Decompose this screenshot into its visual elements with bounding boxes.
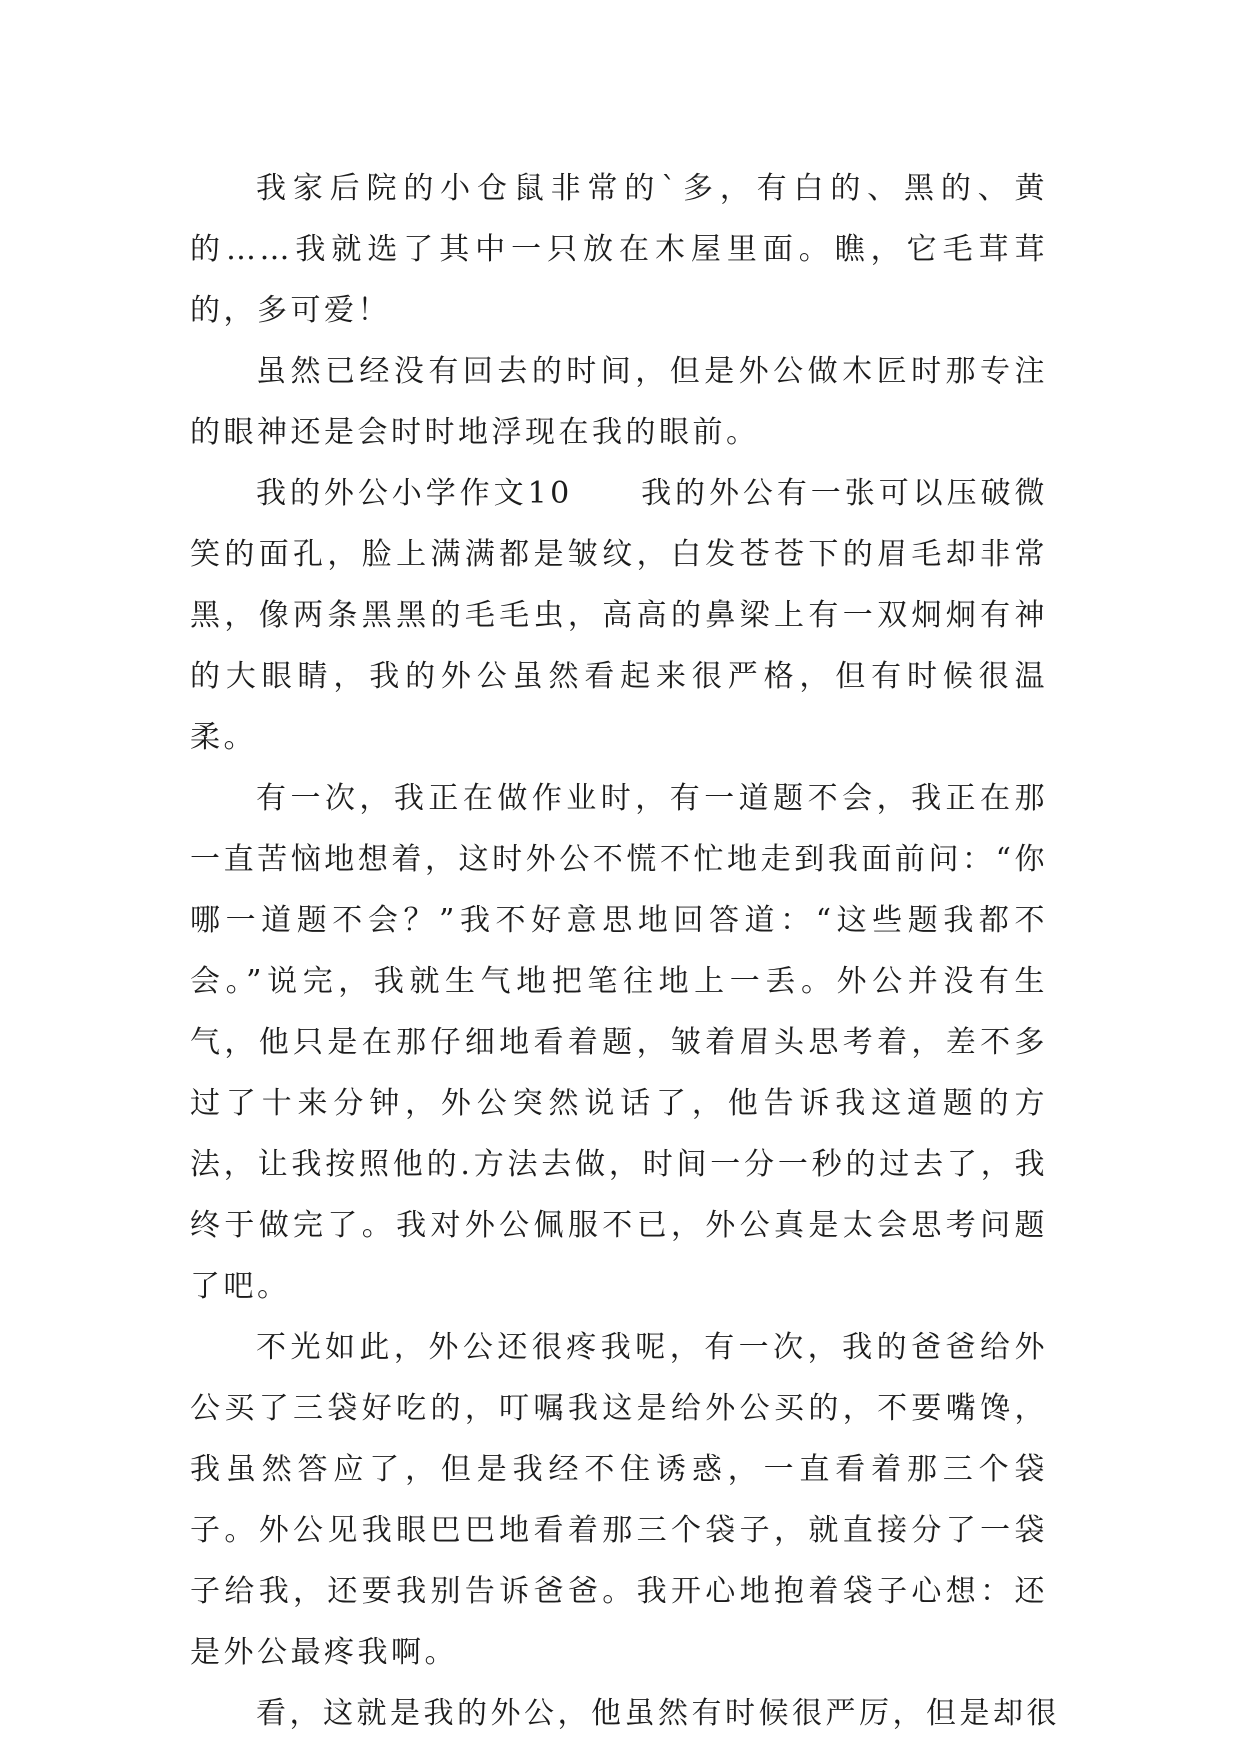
paragraph-grandpa-description: 我的外公小学作文10 我的外公有一张可以压破微笑的面孔，脸上满满都是皱纹，白发苍苍下的眉毛却非常黑，像两条黑黑的毛毛虫，高高的鼻梁上有一双炯炯有神的大眼睛，我的外公虽然看起来很严格，但有时候很温柔。 bbox=[190, 476, 1048, 755]
paragraph-conclusion: 看，这就是我的外公，他虽然有时候很严厉，但是却很 bbox=[256, 1696, 1060, 1731]
paragraph-snacks-story: 不光如此，外公还很疼我呢，有一次，我的爸爸给外公买了三袋好吃的，叮嘱我这是给外公买的，不要嘴馋，我虽然答应了，但是我经不住诱惑，一直看着那三个袋子。外公见我眼巴巴地看着那三个袋子，就直接分了一袋子给我，还要我别告诉爸爸。我开心地抱着袋子心想：还是外公最疼我啊。 bbox=[190, 1330, 1048, 1670]
document-body bbox=[190, 158, 1060, 1744]
paragraph-homework-story: 有一次，我正在做作业时，有一道题不会，我正在那一直苦恼地想着，这时外公不慌不忙地走到我面前问：“你哪一道题不会？”我不好意思地回答道：“这些题我都不会。”说完，我就生气地把笔往地上一丢。外公并没有生气，他只是在那仔细地看着题，皱着眉头思考着，差不多过了十来分钟，外公突然说话了，他告诉我这道题的方法，让我按照他的.方法去做，时间一分一秒的过去了，我终于做完了。我对外公佩服不已，外公真是太会思考问题了吧。 bbox=[190, 781, 1048, 1304]
paragraph-hamster: 我家后院的小仓鼠非常的`多，有白的、黑的、黄的……我就选了其中一只放在木屋里面。瞧，它毛茸茸的，多可爱！ bbox=[190, 171, 1048, 328]
paragraph-carpenter-memory: 虽然已经没有回去的时间，但是外公做木匠时那专注的眼神还是会时时地浮现在我的眼前。 bbox=[190, 354, 1048, 450]
